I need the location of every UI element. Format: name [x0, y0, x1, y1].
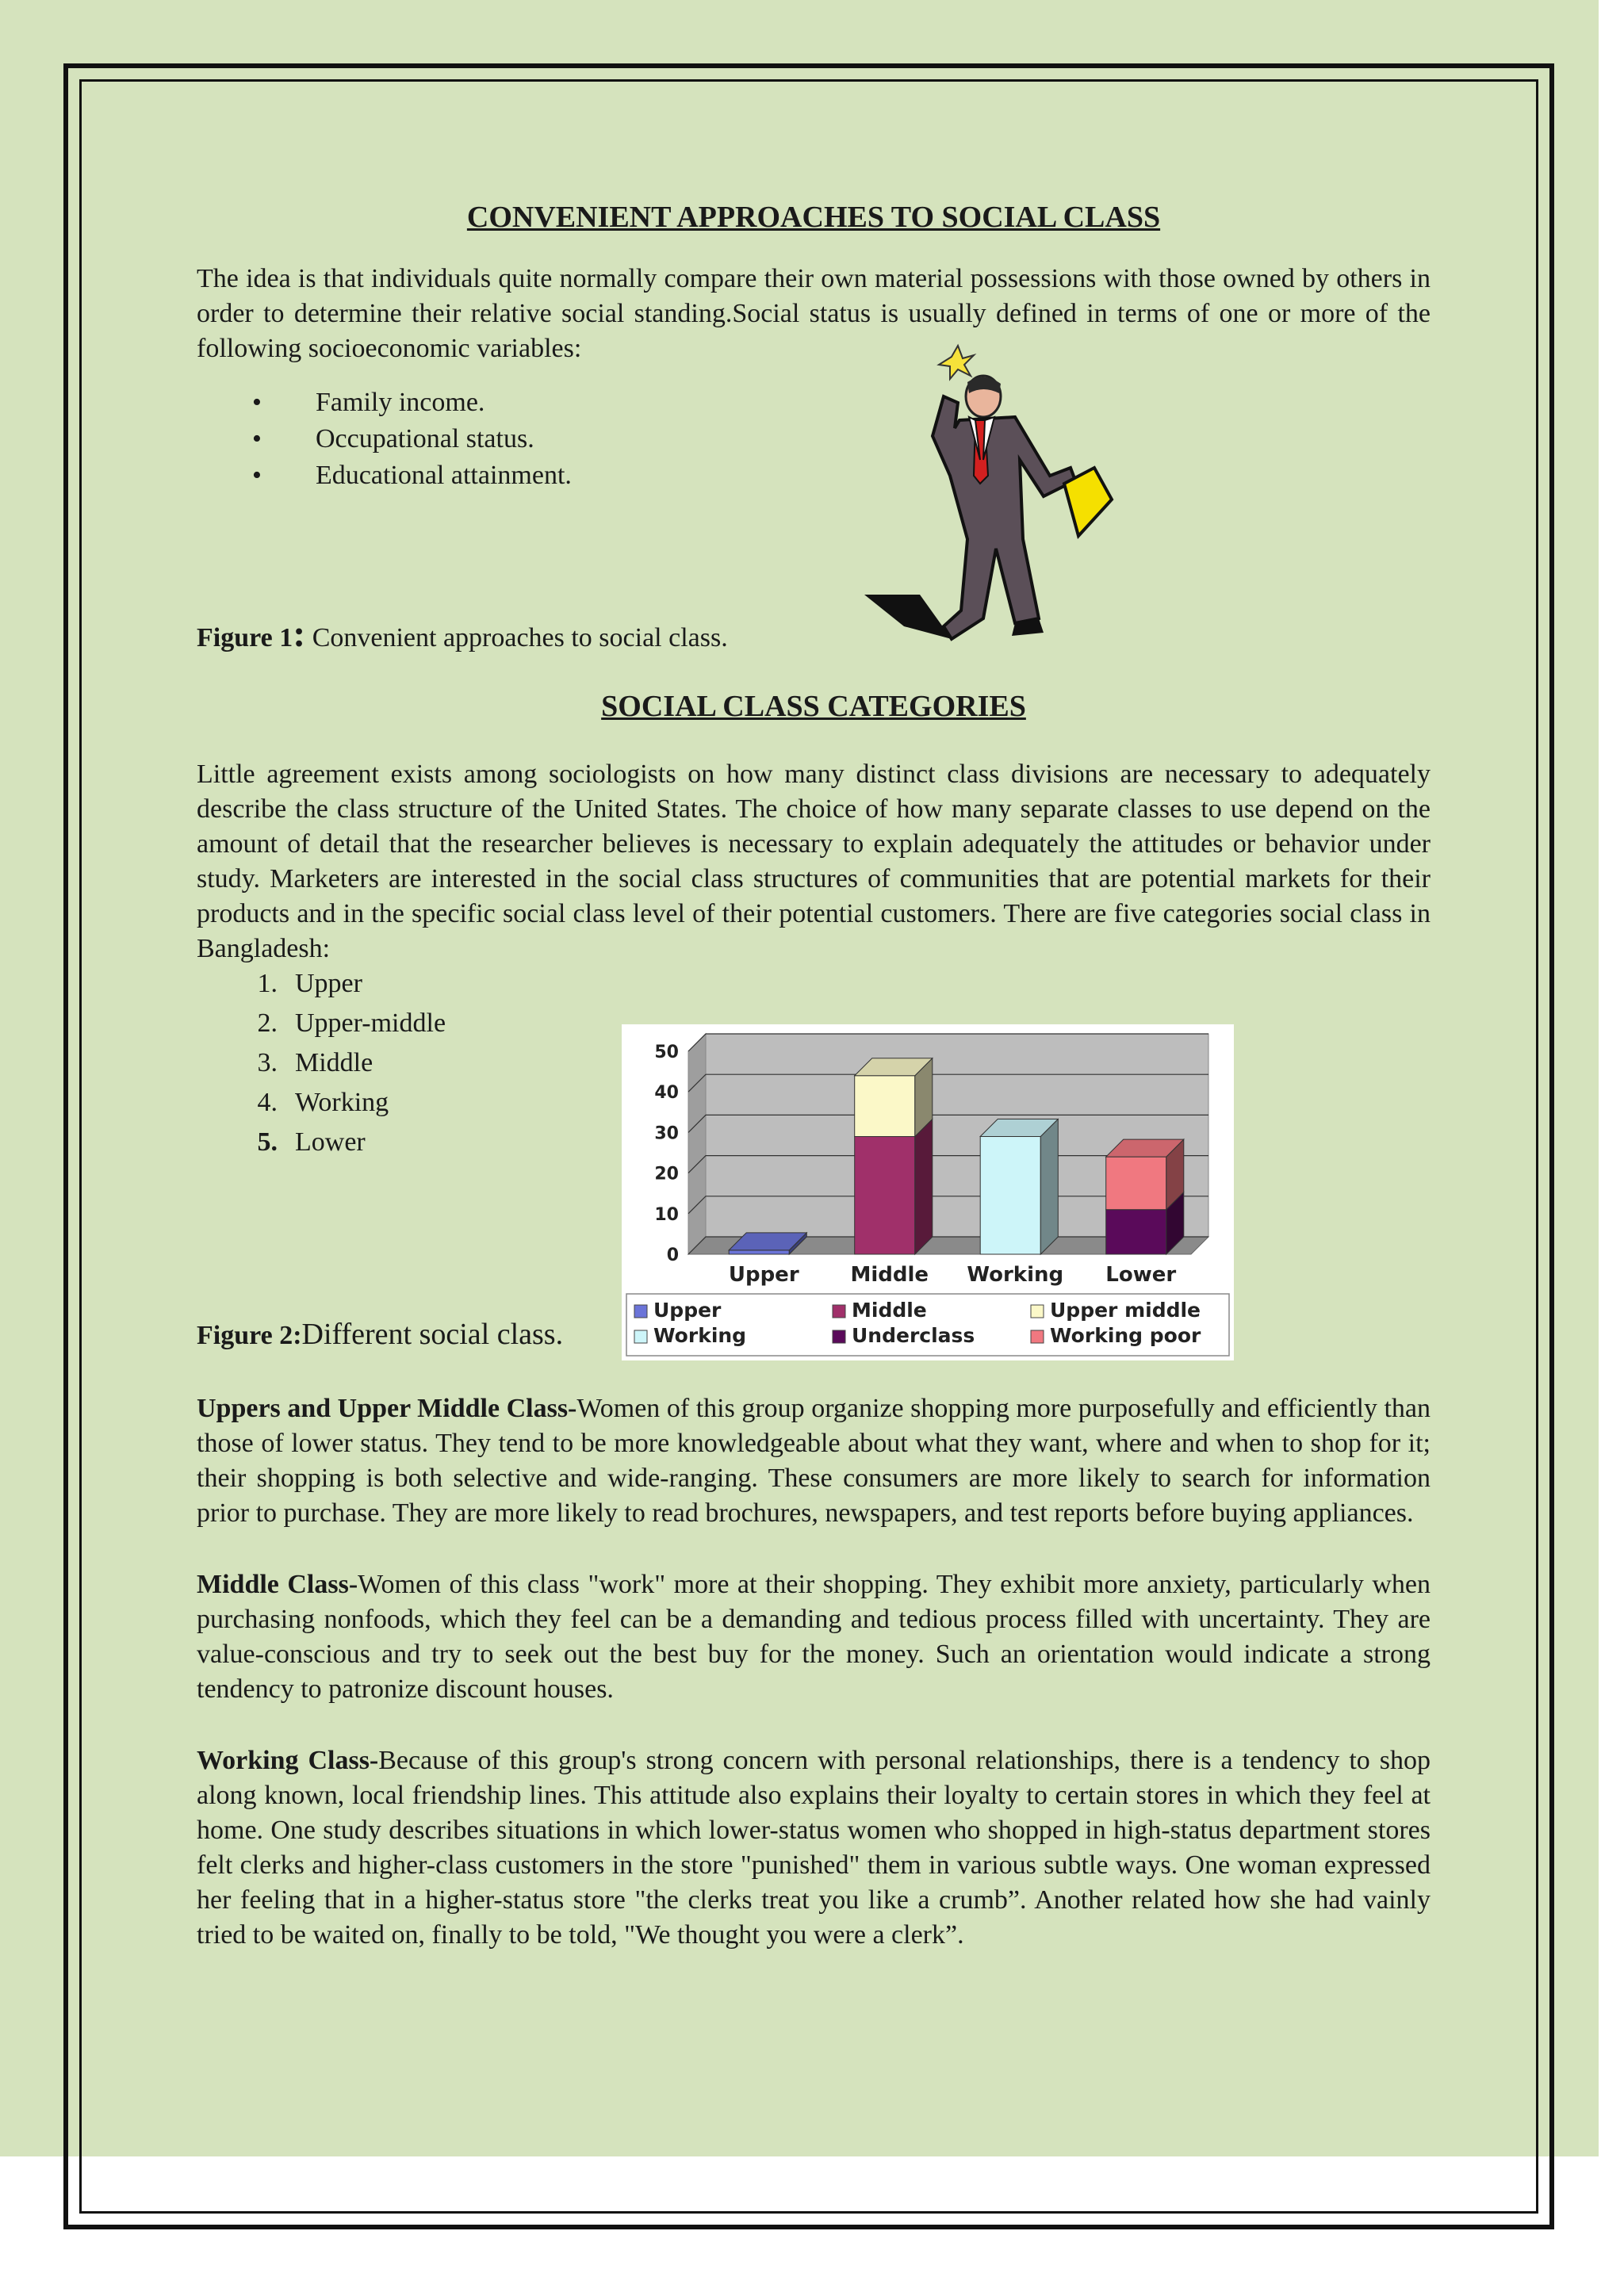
x-tick-label: Middle — [850, 1263, 929, 1287]
legend-swatch — [1031, 1330, 1044, 1343]
x-tick-label: Upper — [728, 1263, 799, 1287]
list-item: 3. Middle — [257, 1048, 373, 1077]
bar-front-working — [980, 1137, 1040, 1254]
chart-svg — [622, 1024, 1234, 1360]
legend-swatch — [833, 1305, 845, 1318]
figure-2-caption: Figure 2:Different social class. — [197, 1318, 564, 1351]
legend-swatch — [1031, 1305, 1044, 1318]
bullet-icon: • — [252, 388, 262, 417]
legend-label: Middle — [852, 1299, 927, 1322]
y-tick-label: 30 — [654, 1123, 679, 1144]
bullet-icon: • — [252, 461, 262, 490]
x-tick-label: Working — [967, 1263, 1064, 1287]
list-item: • Family income. — [197, 385, 1431, 422]
list-item: • Educational attainment. — [197, 458, 1431, 495]
section-heading-approaches: CONVENIENT APPROACHES TO SOCIAL CLASS — [466, 201, 1161, 234]
bar-front-working-poor — [1106, 1157, 1166, 1210]
bar-front-underclass — [1106, 1210, 1166, 1254]
x-tick-label: Lower — [1105, 1263, 1177, 1287]
working-class-paragraph: Working Class-Because of this group's strong concern with personal relationships, there is a tendency to shop along known, local friendship lines. This attitude also explains their loyalty to certain stores in which they feel at home. One study describes situations in which lower-status women who shopped in high-status department stores felt clerks and higher-class customers in the store "punished" them in various subtle ways. One woman expressed her feeling that in a higher-status store "the clerks treat you like a crumb”. Another related how she had vainly tried to be waited on, finally to be told, "We thought you were a clerk”. — [197, 1746, 1431, 1950]
intro-paragraph: The idea is that individuals quite normally compare their own material possessions with those owned by others in order to determine their relative social standing.Social status is usually defined in terms of one or more of the following socioeconomic variables: — [197, 264, 1431, 363]
y-tick-label: 0 — [666, 1246, 679, 1265]
list-item: • Occupational status. — [197, 422, 1431, 458]
bar-side — [1040, 1119, 1058, 1254]
upper-class-paragraph: Uppers and Upper Middle Class-Women of this group organize shopping more purposefully and efficiently than those of lower status. They tend to be more knowledgeable about what they want, where and when to shop for it; their shopping is both selective and wide-ranging. These consumers are more likely to search for information prior to purchase. They are more likely to read brochures, newspapers, and test reports before buying appliances. — [197, 1394, 1431, 1528]
figure-1-caption: Figure 1: Convenient approaches to social class. — [197, 613, 728, 655]
legend-swatch — [634, 1330, 647, 1343]
legend-label: Underclass — [852, 1324, 975, 1347]
list-item: 4. Working — [257, 1088, 389, 1117]
middle-class-paragraph: Middle Class-Women of this class "work" more at their shopping. They exhibit more anxiety, particularly when purchasing nonfoods, which they feel can be a demanding and tedious process filled with uncertainty. They are value-conscious and try to seek out the best buy for the money. Such an orientation would indicate a strong tendency to patronize discount houses. — [197, 1570, 1431, 1704]
bar-front-upper-middle — [855, 1076, 915, 1137]
bar-front-upper — [729, 1250, 789, 1254]
list-item: 5. Lower — [257, 1127, 366, 1157]
y-tick-label: 10 — [654, 1204, 679, 1225]
bar-front-middle — [855, 1137, 915, 1254]
section-heading-categories: SOCIAL CLASS CATEGORIES — [601, 690, 1026, 723]
bar-side — [915, 1119, 933, 1254]
legend-label: Working poor — [1050, 1324, 1201, 1347]
social-class-chart — [622, 1024, 1234, 1360]
y-tick-label: 20 — [654, 1164, 679, 1184]
legend-swatch — [634, 1305, 647, 1318]
y-tick-label: 50 — [654, 1043, 679, 1062]
bullet-icon: • — [252, 424, 262, 453]
chart-side-wall — [688, 1034, 706, 1254]
legend-label: Working — [653, 1324, 747, 1347]
list-item: 1. Upper — [257, 969, 362, 998]
variables-list — [197, 385, 1431, 495]
list-item: 2. Upper-middle — [257, 1008, 446, 1038]
y-tick-label: 40 — [654, 1083, 679, 1104]
legend-swatch — [833, 1330, 845, 1343]
legend-label: Upper — [653, 1299, 722, 1322]
legend-label: Upper middle — [1050, 1299, 1201, 1322]
categories-paragraph: Little agreement exists among sociologists on how many distinct class divisions are necessary to adequately describe the class structure of the United States. The choice of how many separate classes to use depend on the amount of detail that the researcher believes is necessary to explain adequately the attitudes or behavior under study. Marketers are interested in the social class structures of communities that are potential markets for their products and in the specific social class level of their potential customers. There are five categories social class in Bangladesh: — [197, 760, 1431, 963]
